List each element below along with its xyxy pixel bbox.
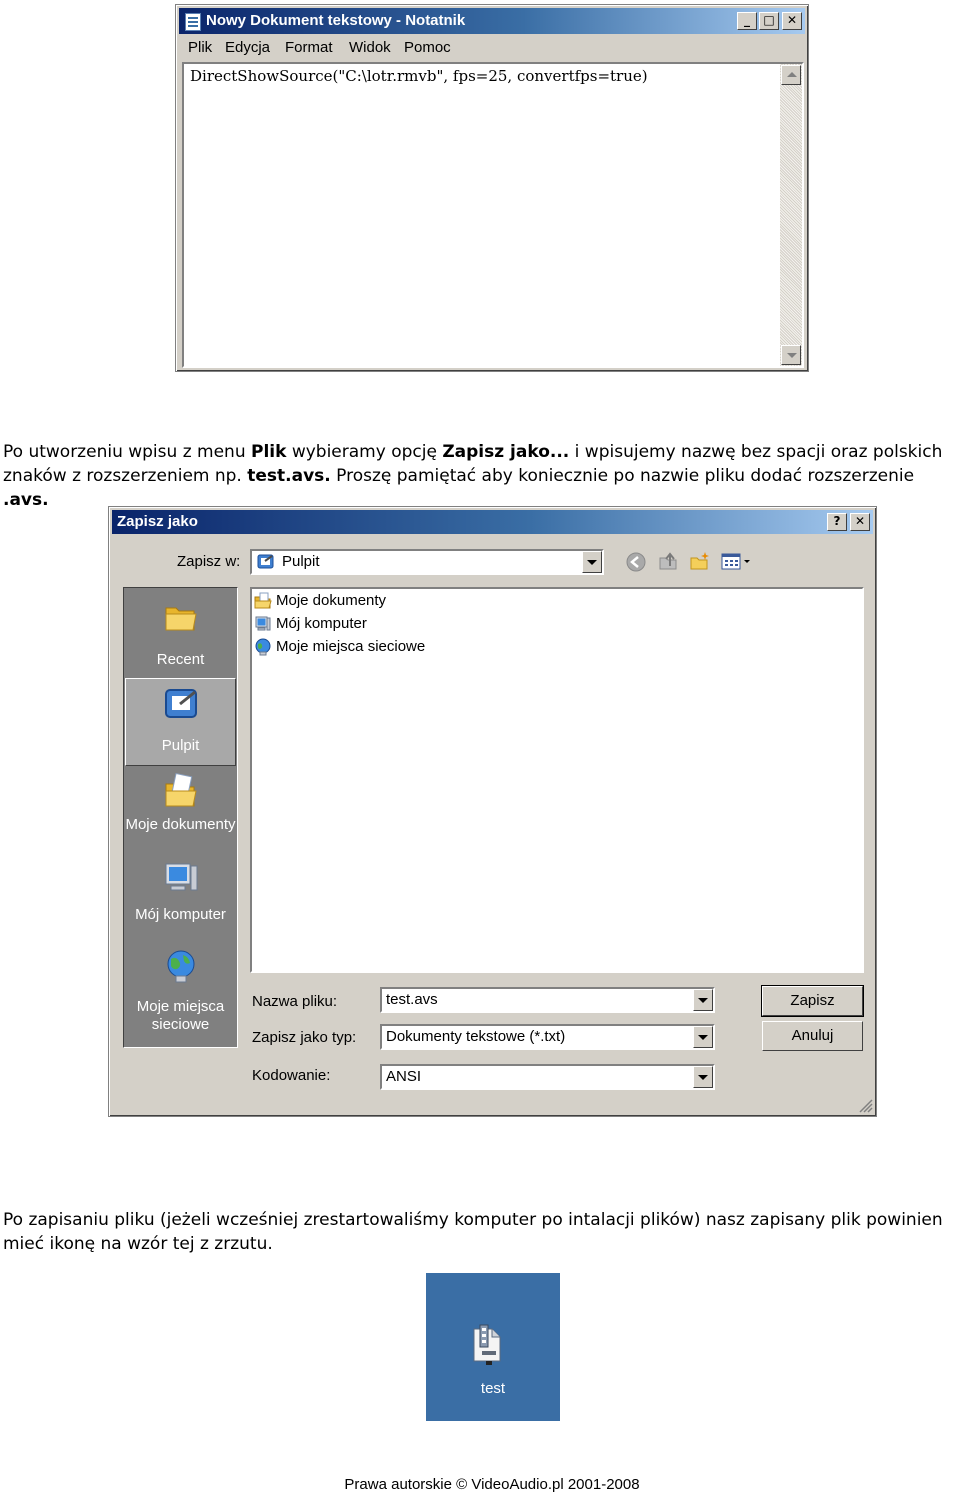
place-recent-label: Recent <box>156 651 205 668</box>
place-moj-komputer-label: Mój komputer <box>135 906 226 923</box>
encoding-dropdown-icon[interactable] <box>693 1066 713 1088</box>
scroll-down-icon[interactable] <box>781 345 801 365</box>
save-in-label: Zapisz w: <box>177 553 241 570</box>
my-computer-icon <box>162 860 200 898</box>
save-as-dialog <box>108 506 877 1117</box>
result-paragraph: Po zapisaniu pliku (jeżeli wcześniej zrestartowaliśmy komputer po intalacji plików) nasz zapisany plik powinien mieć ikonę na wzór tej z zrzutu. <box>3 1210 943 1254</box>
place-pulpit[interactable] <box>125 678 236 766</box>
notepad-window <box>175 4 809 372</box>
encoding-label: Kodowanie: <box>252 1067 331 1084</box>
recent-folder-icon <box>162 598 200 636</box>
place-moje-dokumenty[interactable] <box>125 768 236 854</box>
network-places-icon <box>162 948 200 986</box>
vertical-scrollbar[interactable] <box>780 64 802 366</box>
notepad-titlebar[interactable] <box>179 8 805 34</box>
notepad-title: Nowy Dokument tekstowy - Notatnik <box>206 12 466 29</box>
view-menu-icon[interactable] <box>721 552 755 572</box>
close-icon[interactable]: ✕ <box>782 12 802 30</box>
my-documents-icon <box>162 772 200 810</box>
new-folder-icon[interactable] <box>689 550 711 572</box>
para1-text-4: Proszę pamiętać aby koniecznie po nazwie pliku dodać rozszerzenie <box>330 466 915 486</box>
place-moje-miejsca-sieciowe[interactable] <box>125 944 236 1040</box>
dialog-close-icon[interactable]: ✕ <box>850 513 870 531</box>
save-in-value: Pulpit <box>282 553 320 570</box>
place-moje-dokumenty-label: Moje dokumenty <box>125 816 236 833</box>
encoding-value: ANSI <box>386 1068 422 1085</box>
para1-text-1: Po utworzeniu wpisu z menu <box>3 442 251 462</box>
instruction-paragraph <box>3 440 953 512</box>
encoding-select[interactable] <box>380 1064 715 1090</box>
para1-bold-plik: Plik <box>251 442 287 462</box>
para1-text-2: wybieramy opcję <box>286 442 443 462</box>
notepad-menubar <box>179 36 805 58</box>
help-icon[interactable]: ? <box>827 513 847 531</box>
menu-format[interactable]: Format <box>285 39 333 56</box>
menu-pomoc[interactable]: Pomoc <box>404 39 451 56</box>
maximize-icon[interactable]: □ <box>759 12 779 30</box>
copyright-footer: Prawa autorskie © VideoAudio.pl 2001-2008 <box>344 1476 640 1493</box>
desktop-icon-label: test <box>480 1380 506 1397</box>
filetype-dropdown-icon[interactable] <box>693 1026 713 1048</box>
menu-edycja[interactable]: Edycja <box>225 39 271 56</box>
back-icon[interactable] <box>625 551 647 573</box>
notepad-text-area[interactable] <box>182 62 804 368</box>
file-name: Mój komputer <box>276 615 367 632</box>
dialog-title: Zapisz jako <box>117 513 198 530</box>
filename-value: test.avs <box>386 991 438 1008</box>
filename-field[interactable] <box>380 987 715 1013</box>
desktop-icon-small <box>257 553 275 571</box>
file-name: Moje miejsca sieciowe <box>276 638 426 655</box>
place-network-label: Moje miejsca sieciowe <box>136 998 225 1033</box>
para1-bold-testavs: test.avs. <box>247 466 331 486</box>
places-bar <box>123 587 238 1048</box>
menu-plik[interactable]: Plik <box>188 39 213 56</box>
filename-label: Nazwa pliku: <box>252 993 338 1010</box>
file-name: Moje dokumenty <box>276 592 387 609</box>
dialog-titlebar[interactable] <box>112 510 873 534</box>
notepad-icon <box>185 13 201 31</box>
filetype-value: Dokumenty tekstowe (*.txt) <box>386 1028 566 1045</box>
place-recent[interactable] <box>125 590 236 677</box>
menu-widok[interactable]: Widok <box>349 39 391 56</box>
para1-bold-avs: .avs. <box>3 490 49 510</box>
filetype-select[interactable] <box>380 1024 715 1050</box>
para1-text-3: i wpisujemy nazwę bez spacji oraz polskich znaków z rozszerzeniem np. <box>3 442 943 486</box>
filetype-label: Zapisz jako typ: <box>252 1029 357 1046</box>
place-pulpit-label: Pulpit <box>161 737 200 754</box>
my-computer-icon <box>254 615 272 633</box>
save-in-dropdown-icon[interactable] <box>582 551 602 573</box>
file-list[interactable] <box>250 587 864 973</box>
scroll-up-icon[interactable] <box>781 65 801 85</box>
my-documents-icon <box>254 592 272 610</box>
desktop-icon <box>163 685 201 723</box>
up-folder-icon[interactable] <box>657 550 679 572</box>
save-button[interactable]: Zapisz <box>762 986 863 1016</box>
place-moj-komputer[interactable] <box>125 858 236 938</box>
avs-file-icon[interactable] <box>468 1321 512 1367</box>
cancel-button[interactable]: Anuluj <box>762 1021 863 1051</box>
minimize-icon[interactable]: _ <box>737 12 757 30</box>
para1-bold-zapisz: Zapisz jako... <box>442 442 570 462</box>
save-in-combo[interactable] <box>250 549 604 575</box>
network-places-icon <box>254 638 272 656</box>
resize-grip-icon[interactable] <box>857 1097 873 1113</box>
notepad-content: DirectShowSource("C:\lotr.rmvb", fps=25, convertfps=true) <box>190 67 648 85</box>
filename-dropdown-icon[interactable] <box>693 989 713 1011</box>
desktop-preview <box>426 1273 560 1421</box>
